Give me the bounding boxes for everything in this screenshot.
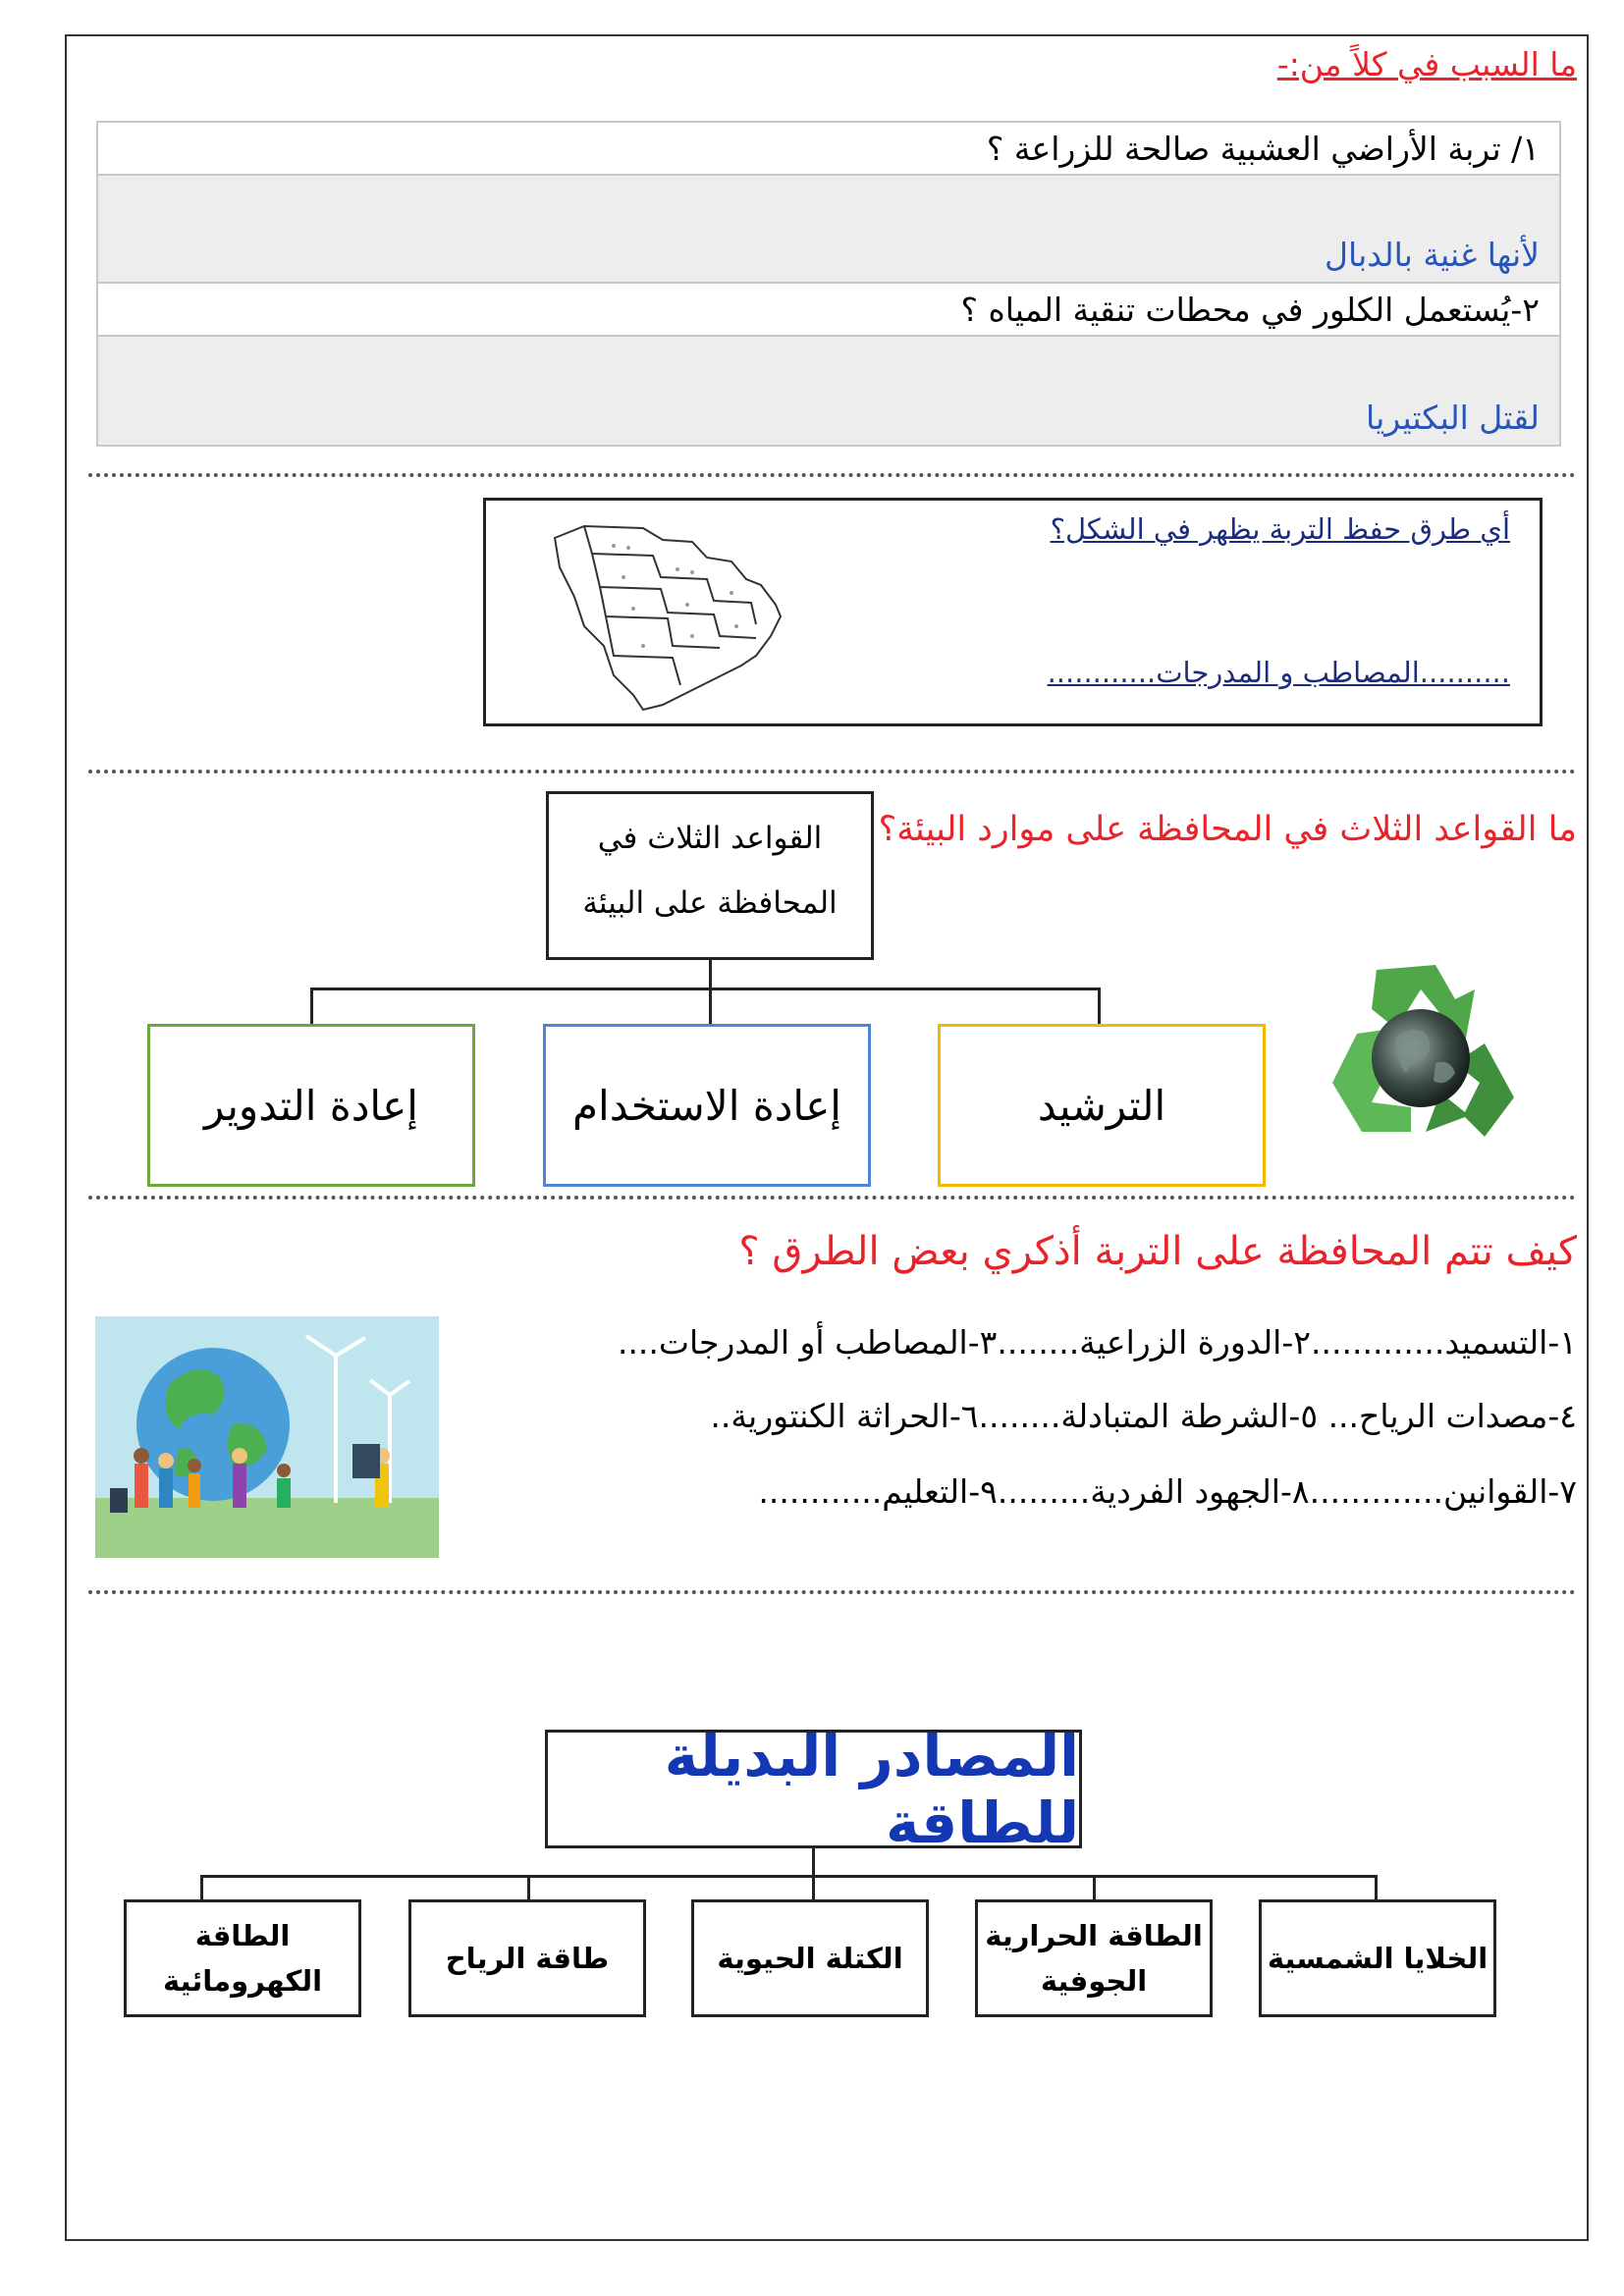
answer-row-2[interactable] [98, 337, 1559, 445]
energy-title-box [545, 1722, 1082, 1856]
rule-reuse-box [543, 1024, 871, 1187]
methods-line-3: ٧-القوانين.............٨-الجهود الفردية.........٩-التعليم............ [758, 1472, 1577, 1511]
energy-connector-horizontal [200, 1875, 1378, 1878]
energy-connector-main [812, 1848, 815, 1876]
energy-hydro-box [124, 1899, 361, 2017]
rule-reuse: إعادة الاستخدام [572, 1081, 841, 1130]
energy-title: المصادر البديلة للطاقة [664, 1722, 1079, 1856]
divider-1 [88, 473, 1576, 477]
answer-2: لقتل البكتيريا [1366, 399, 1540, 437]
answer-1: لأنها غنية بالدبال [1325, 236, 1540, 274]
energy-geothermal-line1: الطاقة الحرارية [985, 1919, 1203, 1952]
energy-wind: طاقة الرياح [445, 1942, 610, 1975]
reasons-table [96, 121, 1561, 447]
terraces-box [483, 498, 1543, 726]
rule-recycle: إعادة التدوير [204, 1081, 418, 1130]
rules-question: ما القواعد الثلاث في المحافظة على موارد البيئة؟ [878, 810, 1577, 849]
energy-solar: الخلايا الشمسية [1267, 1942, 1489, 1975]
divider-3 [88, 1196, 1576, 1200]
energy-connector-3 [812, 1875, 815, 1899]
divider-2 [88, 770, 1576, 774]
energy-solar-box [1259, 1899, 1496, 2017]
question-1: ١/ تربة الأراضي العشبية صالحة للزراعة ؟ [986, 130, 1540, 168]
terraces-answer: ..........المصاطب و المدرجات............ [1047, 656, 1510, 689]
terraces-illustration [545, 518, 790, 715]
energy-hydro-line2: الكهرومائية [162, 1964, 323, 1998]
energy-connector-4 [527, 1875, 530, 1899]
divider-4 [88, 1590, 1576, 1594]
energy-biomass-box [691, 1899, 929, 2017]
section1-heading: ما السبب في كلاً من:- [1276, 45, 1577, 83]
rule-ration: الترشيد [1037, 1081, 1166, 1130]
energy-geothermal-box [975, 1899, 1213, 2017]
connector-left [310, 988, 313, 1024]
terraces-question: أي طرق حفظ التربة يظهر في الشكل؟ [1050, 512, 1510, 546]
rules-center-line1: القواعد الثلاث في [597, 821, 823, 856]
energy-geothermal-line2: الجوفية [1040, 1964, 1148, 1998]
rules-center-box [546, 791, 874, 960]
connector-vertical-main [709, 960, 712, 988]
question-row-2 [98, 284, 1559, 337]
energy-wind-box [408, 1899, 646, 2017]
rules-center-line2: المحافظة على البيئة [582, 885, 838, 921]
rule-recycle-box [147, 1024, 475, 1187]
soil-methods-question: كيف تتم المحافظة على التربة أذكري بعض الطرق ؟ [738, 1229, 1577, 1274]
environment-people-illustration [95, 1316, 439, 1558]
connector-middle [709, 988, 712, 1024]
question-2: ٢-يُستعمل الكلور في محطات تنقية المياه ؟ [960, 291, 1540, 329]
energy-connector-2 [1093, 1875, 1096, 1899]
energy-biomass: الكتلة الحيوية [717, 1942, 903, 1975]
methods-line-2: ٤-مصدات الرياح... ٥-الشرطة المتبادلة........٦-الحراثة الكنتورية.. [710, 1397, 1577, 1435]
energy-hydro-line1: الطاقة [194, 1919, 291, 1952]
connector-horizontal [310, 988, 1101, 990]
rule-ration-box [938, 1024, 1266, 1187]
energy-connector-1 [1375, 1875, 1378, 1899]
answer-row-1[interactable] [98, 176, 1559, 284]
recycle-earth-icon [1318, 955, 1519, 1147]
connector-right [1098, 988, 1101, 1024]
methods-line-1: ١-التسميد.............٢-الدورة الزراعية........٣-المصاطب أو المدرجات.... [617, 1323, 1577, 1362]
energy-connector-5 [200, 1875, 203, 1899]
question-row-1 [98, 123, 1559, 176]
